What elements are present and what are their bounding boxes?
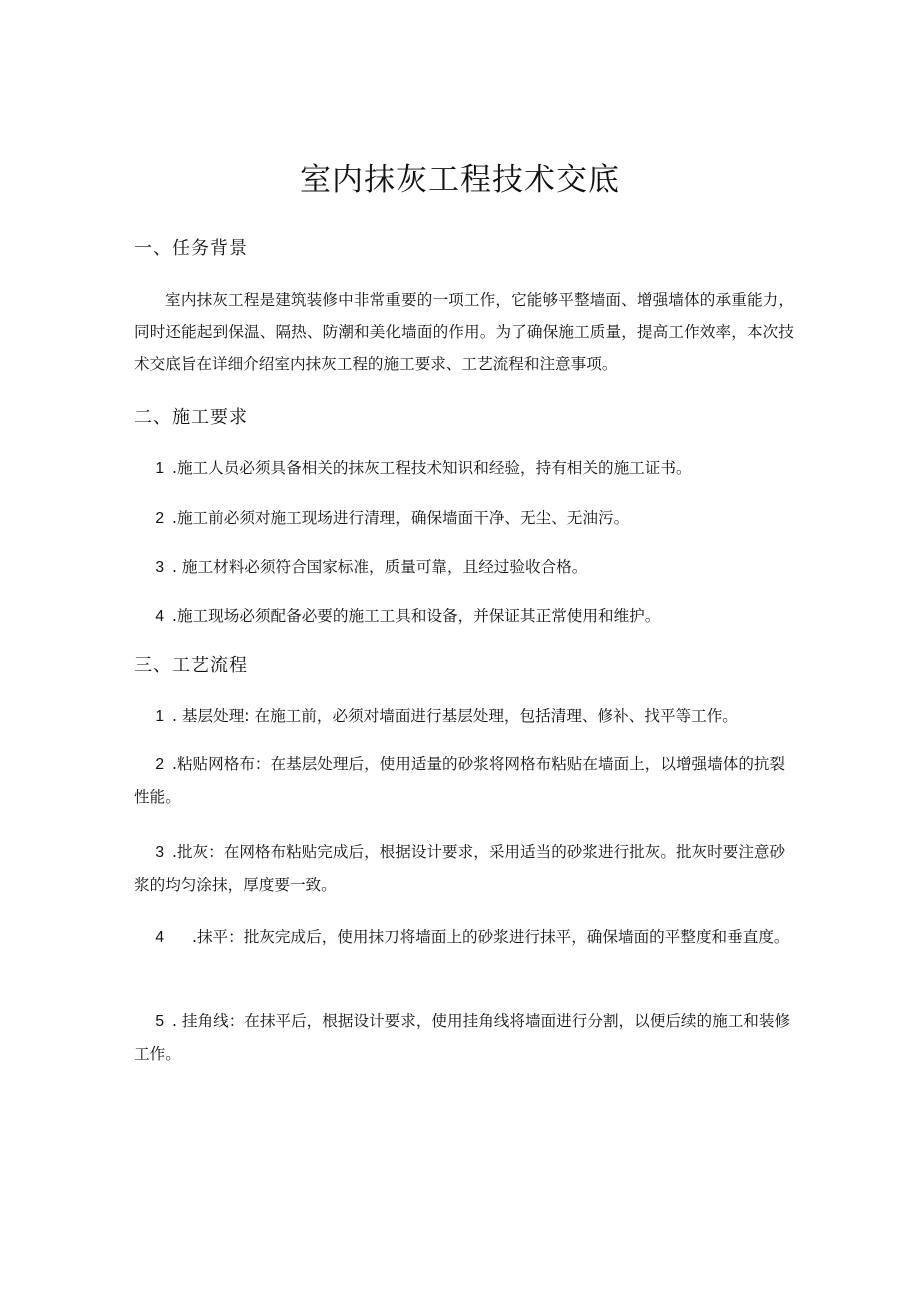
item-text: . 挂角线：在抹平后，根据设计要求，使用挂角线将墙面进行分割，以便后续的施工和装修工作。 [134,1012,791,1063]
item-number: 1 [155,460,164,477]
item-number: 4 [155,608,164,625]
process-item [134,836,794,901]
item-text: . 基层处理: 在施工前，必须对墙面进行基层处理，包括清理、修补、找平等工作。 [172,707,738,725]
requirement-item [134,551,794,584]
item-number: 5 [155,1013,164,1030]
item-text: .粘贴网格布：在基层处理后，使用适量的砂浆将网格布粘贴在墙面上，以增强墙体的抗裂性能。 [134,755,786,806]
item-number: 3 [155,844,164,861]
section-heading-requirements: 二、施工要求 [134,407,248,428]
process-item [134,1005,794,1070]
item-text: .施工前必须对施工现场进行清理，确保墙面干净、无尘、无油污。 [172,509,630,527]
item-text: .批灰：在网格布粘贴完成后，根据设计要求，采用适当的砂浆进行批灰。批灰时要注意砂浆的均匀涂抹，厚度要一致。 [134,843,786,894]
item-text: .施工现场必须配备必要的施工工具和设备，并保证其正常使用和维护。 [172,607,661,625]
requirement-item [134,600,794,633]
item-number: 3 [155,559,164,576]
item-text: .施工人员必须具备相关的抹灰工程技术知识和经验，持有相关的施工证书。 [172,459,692,477]
item-number: 4 [155,929,164,946]
process-item [134,700,794,733]
requirement-item [134,502,794,535]
section-heading-background: 一、任务背景 [134,238,248,259]
requirement-item [134,452,794,485]
process-item [134,748,794,813]
section-heading-process: 三、工艺流程 [134,655,248,676]
item-number: 2 [155,756,164,773]
background-text: 室内抹灰工程是建筑装修中非常重要的一项工作，它能够平整墙面、增强墙体的承重能力，同时还能起到保温、隔热、防潮和美化墙面的作用。为了确保施工质量，提高工作效率，本次技术交底旨在详细介绍室内抹灰工程的施工要求、工艺流程和注意事项。 [134,291,794,373]
item-number: 1 [155,708,164,725]
document-title: 室内抹灰工程技术交底 [300,162,620,198]
item-text: .抹平：批灰完成后，使用抹刀将墙面上的砂浆进行抹平，确保墙面的平整度和垂直度。 [192,928,790,946]
item-text: . 施工材料必须符合国家标准，质量可靠，且经过验收合格。 [172,558,588,576]
item-number: 2 [155,510,164,527]
process-item [134,921,794,954]
section-background-paragraph [134,284,794,380]
